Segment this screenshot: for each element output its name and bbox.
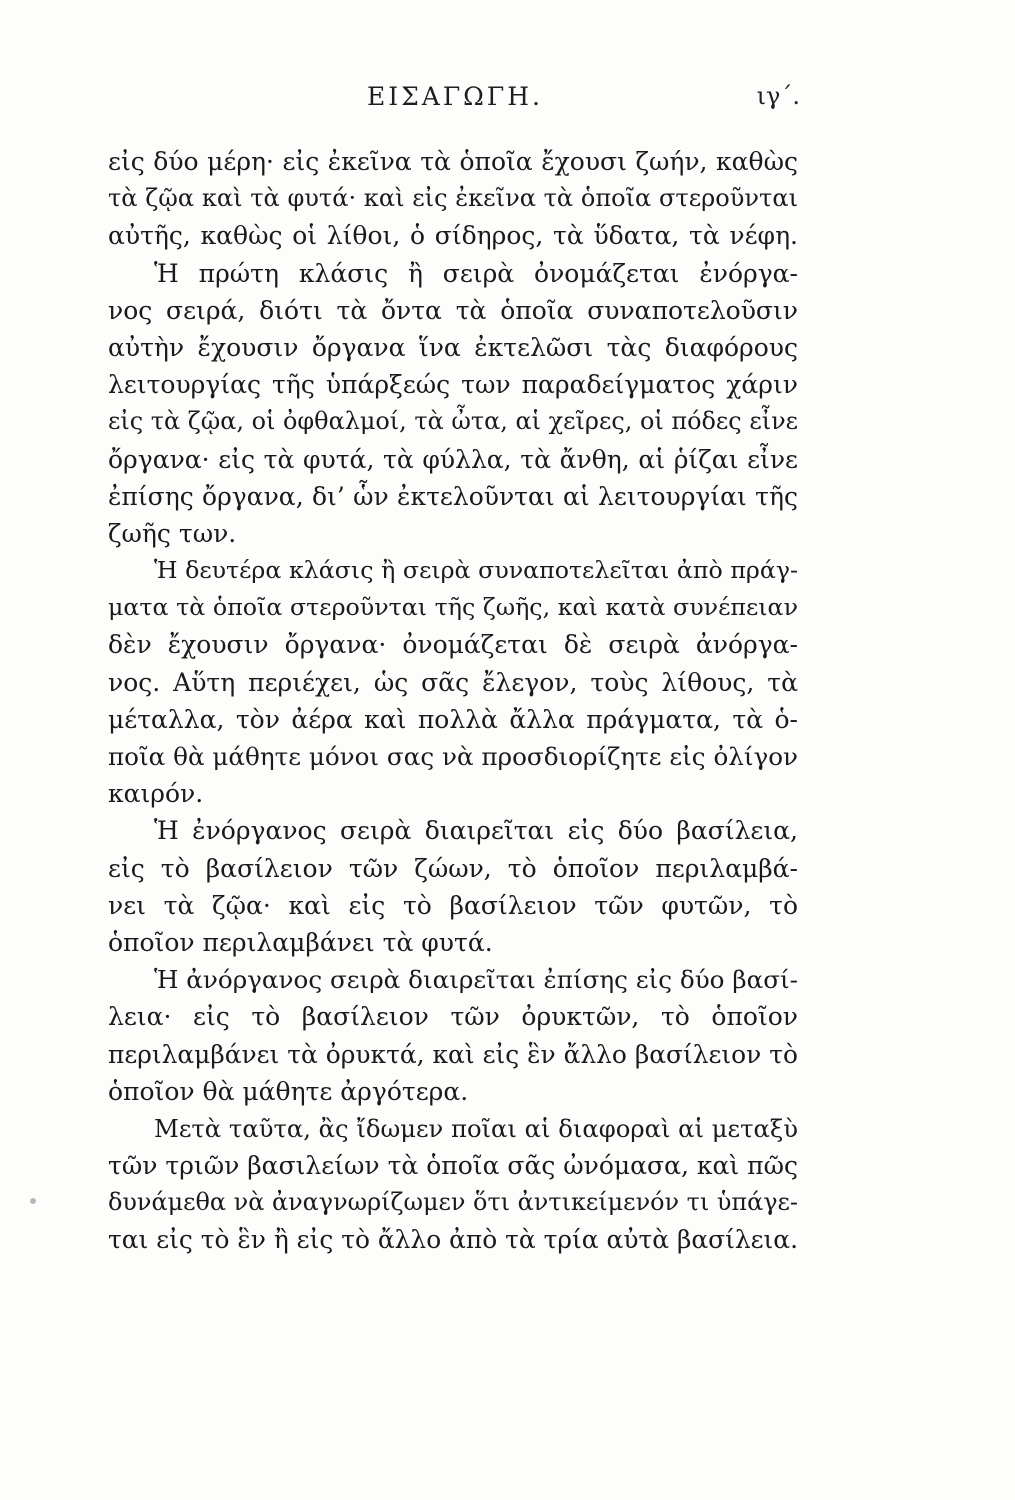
text-line: εἰς τὸ βασίλειον τῶν ζώων, τὸ ὁποῖον περιλαμβά- [108,853,798,883]
text-line: νος σειρά, διότι τὰ ὄντα τὰ ὁποῖα συναποτελοῦσιν [108,295,798,325]
text-line: τῶν τριῶν βασιλείων τὰ ὁποῖα σᾶς ὠνόμασα, καὶ πῶς [108,1151,798,1181]
text-line: ποῖα θὰ μάθητε μόνοι σας νὰ προσδιορίζητε εἰς ὀλίγον [108,742,798,771]
text-line: νος. Αὕτη περιέχει, ὡς σᾶς ἔλεγον, τοὺς λίθους, τὰ [108,667,798,697]
text-line: μέταλλα, τὸν ἀέρα καὶ πολλὰ ἄλλα πράγματα, τὰ ὁ- [108,704,798,734]
running-head-title: ΕΙΣΑΓΩΓΗ. [366,82,544,111]
text-line: Μετὰ ταῦτα, ἂς ἴδωμεν ποῖαι αἱ διαφοραὶ αἱ μεταξὺ [154,1113,798,1143]
text-line: Ἡ ἀνόργανος σειρὰ διαιρεῖται ἐπίσης εἰς δύο βασί- [154,965,798,995]
page-number: ιγ΄. [756,82,800,110]
text-line: Ἡ δευτέρα κλάσις ἢ σειρὰ συναποτελεῖται ἀπὸ πράγ- [154,556,798,585]
text-line: αὐτῆς, καθὼς οἱ λίθοι, ὁ σίδηρος, τὰ ὕδατα, τὰ νέφη. [108,221,798,251]
text-line: ζωῆς των. [108,518,237,548]
margin-speck [30,1198,36,1204]
page-header [110,82,800,122]
body-text [108,143,798,1259]
text-line: ματα τὰ ὁποῖα στεροῦνται τῆς ζωῆς, καὶ κατὰ συνέπειαν [108,593,798,622]
text-line: καιρόν. [108,779,204,809]
text-line: ἐπίσης ὄργανα, δι’ ὧν ἐκτελοῦνται αἱ λειτουργίαι τῆς [108,481,798,511]
text-line: νει τὰ ζῷα· καὶ εἰς τὸ βασίλειον τῶν φυτῶν, τὸ [108,890,798,920]
text-line: ται εἰς τὸ ἓν ἢ εἰς τὸ ἄλλο ἀπὸ τὰ τρία αὐτὰ βασίλεια. [108,1225,798,1255]
text-line: ὁποῖον θὰ μάθητε ἀργότερα. [108,1076,469,1106]
text-line: εἰς τὰ ζῷα, οἱ ὀφθαλμοί, τὰ ὦτα, αἱ χεῖρες, οἱ πόδες εἶνε [108,407,798,436]
text-line: ὁποῖον περιλαμβάνει τὰ φυτά. [108,927,493,957]
text-line: αὐτὴν ἔχουσιν ὄργανα ἵνα ἐκτελῶσι τὰς διαφόρους [108,332,798,362]
text-line: λεια· εἰς τὸ βασίλειον τῶν ὀρυκτῶν, τὸ ὁποῖον [108,1002,798,1032]
text-line: δὲν ἔχουσιν ὄργανα· ὀνομάζεται δὲ σειρὰ ἀνόργα- [108,630,798,660]
text-line: περιλαμβάνει τὰ ὀρυκτά, καὶ εἰς ἓν ἄλλο βασίλειον τὸ [108,1039,798,1069]
text-line: λειτουργίας τῆς ὑπάρξεώς των παραδείγματος χάριν [108,370,798,400]
text-line: τὰ ζῷα καὶ τὰ φυτά· καὶ εἰς ἐκεῖνα τὰ ὁποῖα στεροῦνται [108,184,798,213]
text-line: Ἡ πρώτη κλάσις ἢ σειρὰ ὀνομάζεται ἐνόργα- [154,258,798,288]
text-line: Ἡ ἐνόργανος σειρὰ διαιρεῖται εἰς δύο βασίλεια, [154,816,798,846]
text-line: ὄργανα· εἰς τὰ φυτά, τὰ φύλλα, τὰ ἄνθη, αἱ ῥίζαι εἶνε [108,444,798,474]
text-line: δυνάμεθα νὰ ἀναγνωρίζωμεν ὅτι ἀντικείμενόν τι ὑπάγε- [108,1188,798,1217]
text-line: εἰς δύο μέρη· εἰς ἐκεῖνα τὰ ὁποῖα ἔχουσι ζωήν, καθὼς [108,147,798,176]
